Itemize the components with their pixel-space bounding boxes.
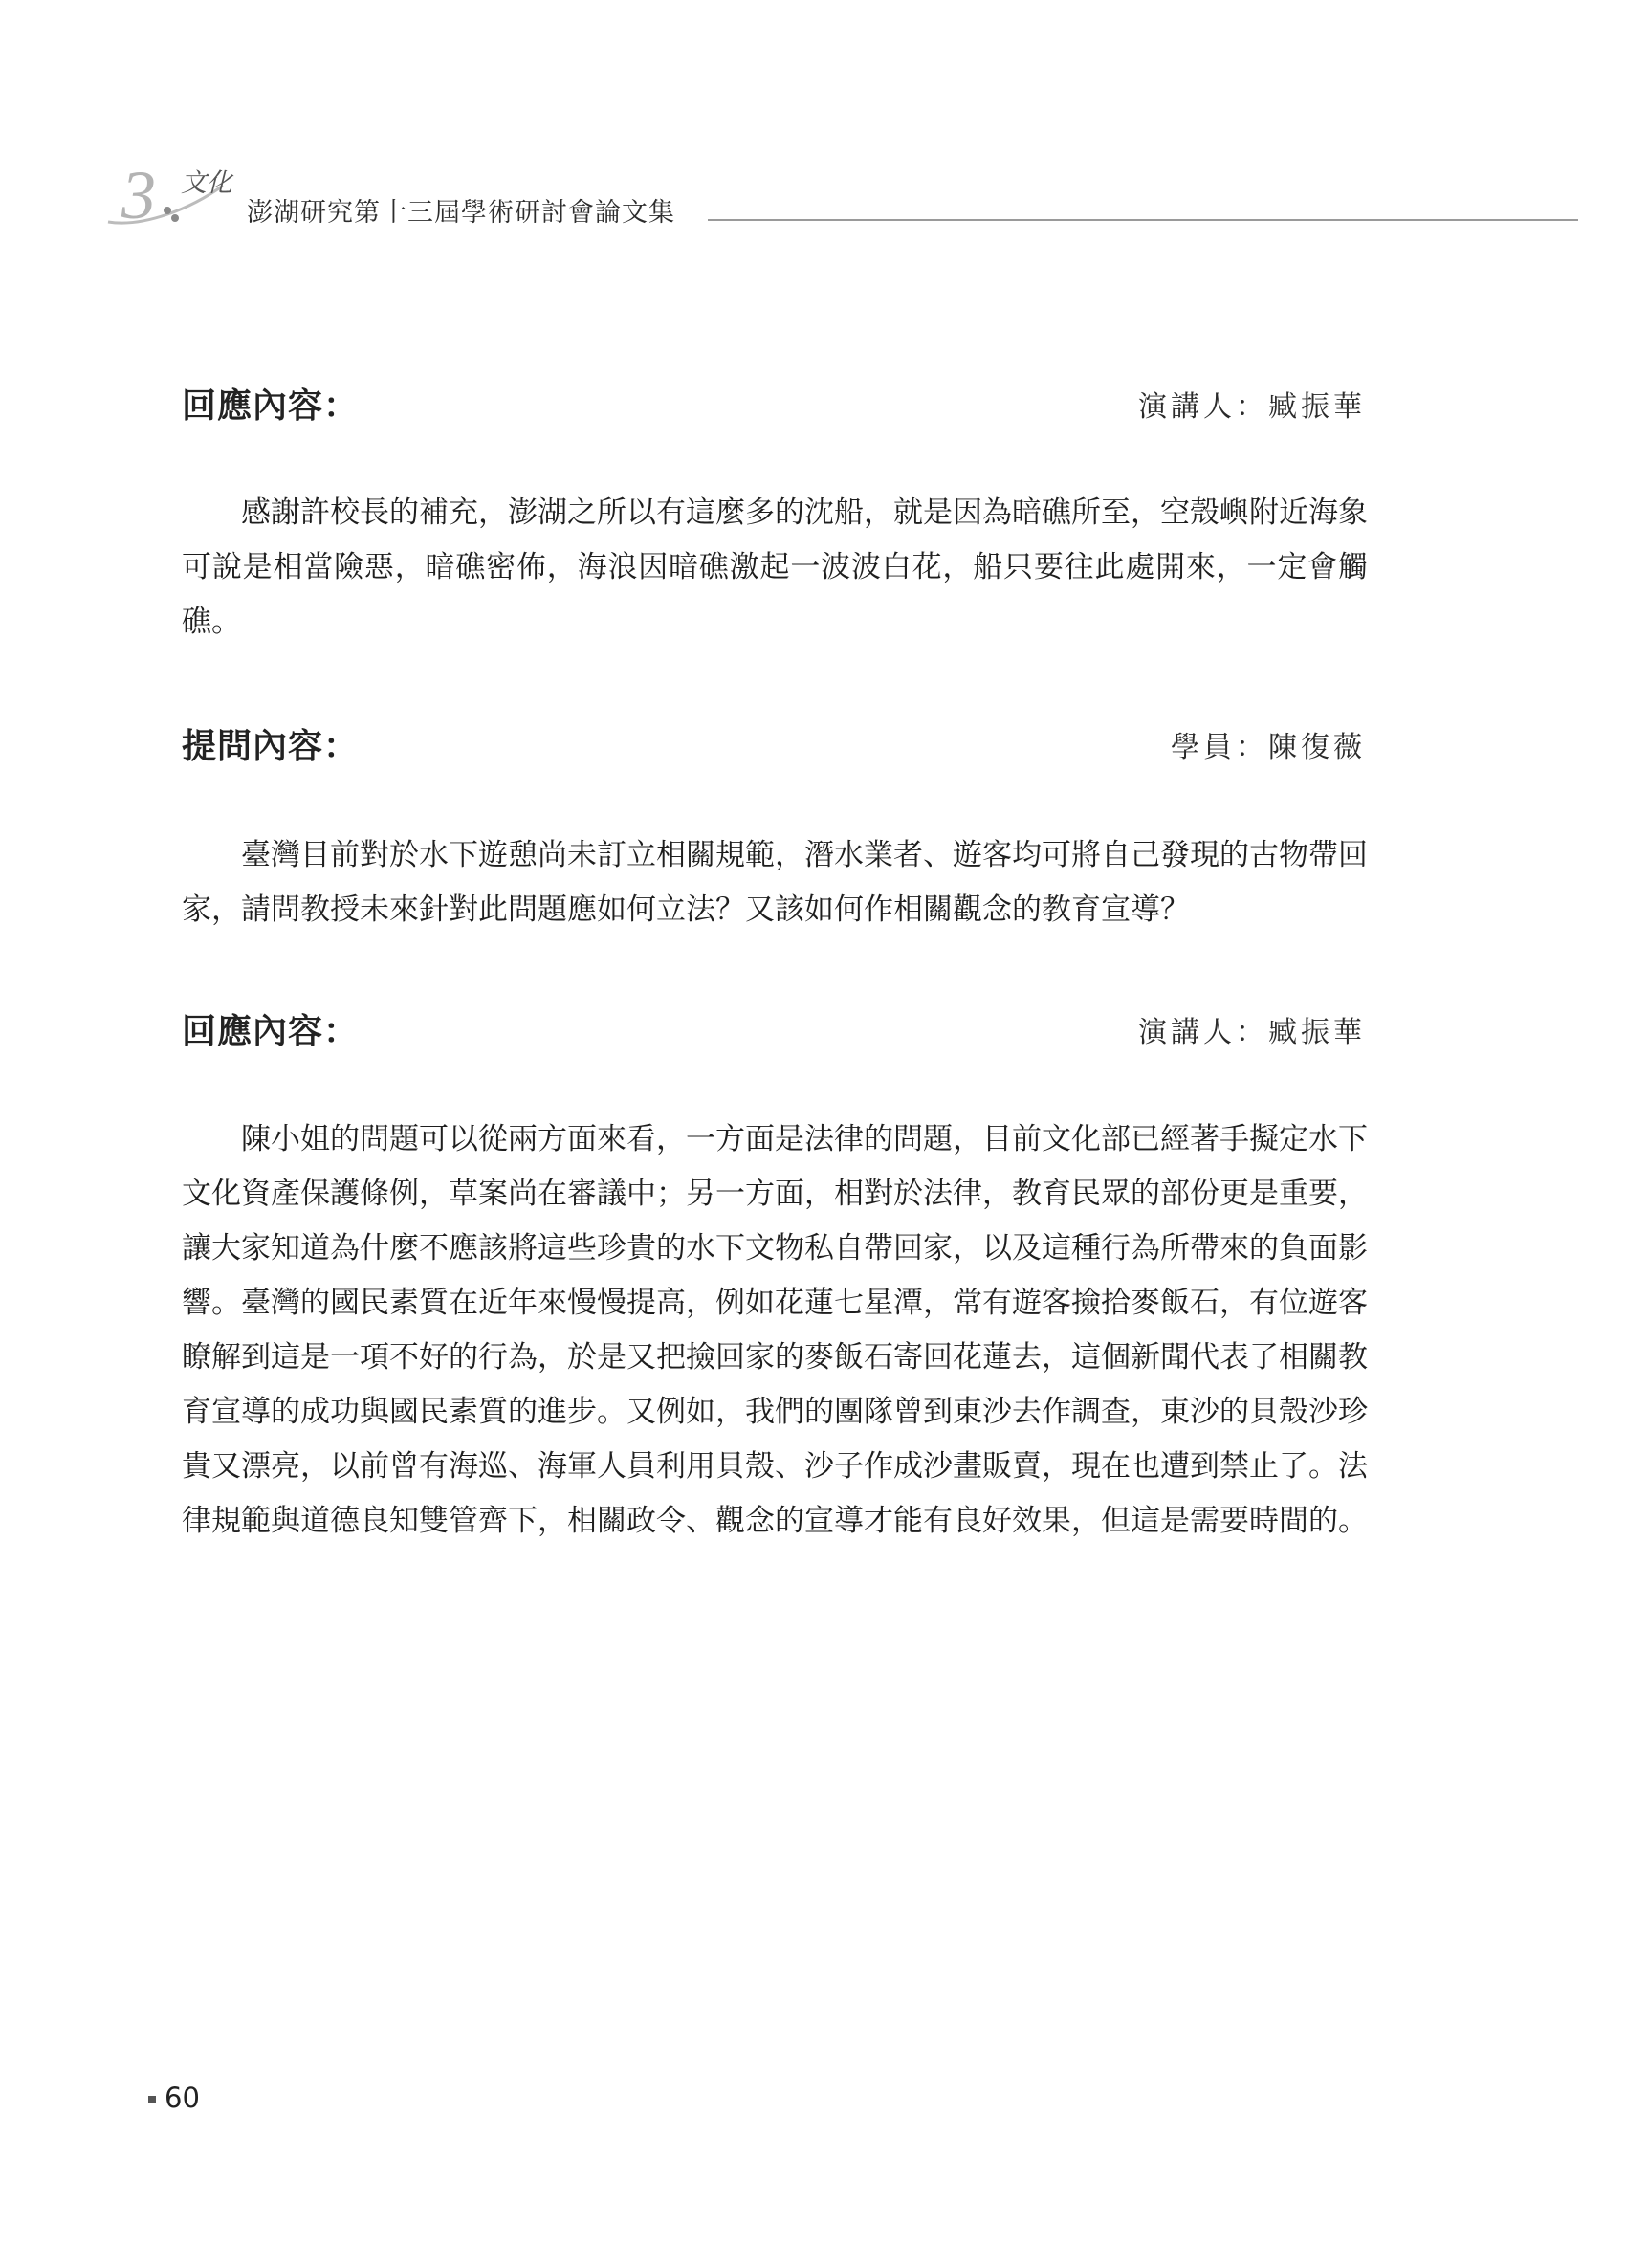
section-heading: 提問內容： (182, 727, 360, 766)
logo-dot (171, 214, 179, 222)
publication-title: 澎湖研究第十三屆學術研討會論文集 (247, 198, 675, 228)
paragraph: 陳小姐的問題可以從兩方面來看，一方面是法律的問題，目前文化部已經著手擬定水下文化資產保護條例，草案尚在審議中；另一方面，相對於法律，教育民眾的部份更是重要，讓大家知道為什麼不應該將這些珍貴的水下文物私自帶回家，以及這種行為所帶來的負面影響。臺灣的國民素質在近年來慢慢提高，例如花蓮七星潭，常有遊客撿拾麥飯石，有位遊客瞭解到這是一項不好的行為，於是又把撿回家的麥飯石寄回花蓮去，這個新聞代表了相關教育宣導的成功與國民素質的進步。又例如，我們的團隊曾到東沙去作調查，東沙的貝殼沙珍貴又漂亮，以前曾有海巡、海軍人員利用貝殼、沙子作成沙畫販賣，現在也遭到禁止了。法律規範與道德良知雙管齊下，相關政令、觀念的宣導才能有良好效果，但這是需要時間的。 (182, 1122, 1368, 1538)
section-heading: 回應內容： (182, 386, 360, 426)
speaker-label: 學員：陳復薇 (1171, 731, 1366, 764)
publication-logo (100, 143, 268, 234)
paragraph: 感謝許校長的補充，澎湖之所以有這麼多的沈船，就是因為暗礁所至，空殼嶼附近海象可說是相當險惡，暗礁密佈，海浪因暗礁激起一波波白花，船只要往此處開來，一定會觸礁。 (182, 495, 1368, 639)
page-marker (148, 2096, 156, 2103)
speaker-label: 演講人：臧振華 (1138, 390, 1366, 424)
logo-dot (164, 207, 171, 214)
page-number: 60 (165, 2081, 200, 2114)
paragraph: 臺灣目前對於水下遊憩尚未訂立相關規範，潛水業者、遊客均可將自己發現的古物帶回家，請問教授未來針對此問題應如何立法？又該如何作相關觀念的教育宣導？ (182, 838, 1368, 927)
speaker-label: 演講人：臧振華 (1138, 1016, 1366, 1049)
section-heading: 回應內容： (182, 1012, 360, 1051)
header-rule (708, 219, 1578, 221)
logo-digit: 3 (121, 157, 156, 233)
logo-characters: 文化 (181, 168, 232, 198)
